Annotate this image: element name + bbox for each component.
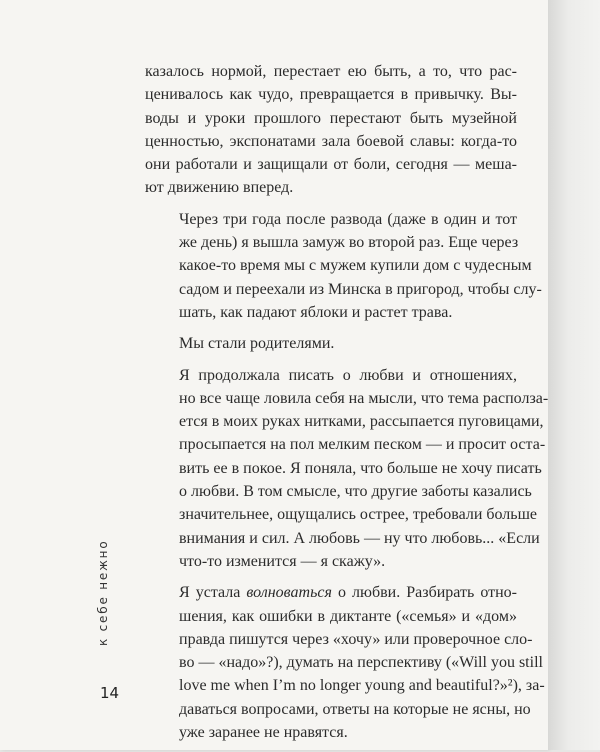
body-text (145, 60, 549, 752)
text-line: во — «надо»?), думать на перспективу («Will you still (179, 654, 543, 672)
emphasis: волноваться (246, 584, 332, 602)
paragraph (145, 60, 517, 200)
text-line: Я устала волноваться о любви. Разбирать отно- (179, 584, 517, 602)
text-line: ценностью, экспонатами зала боевой славы: когда-то (145, 132, 517, 150)
text-line: правда пишутся через «хочу» или проверочное сло- (179, 630, 533, 648)
paragraph (145, 364, 549, 574)
text-line: какое-то время мы с мужем купили дом с чудесным (179, 257, 532, 275)
paragraph (145, 208, 542, 324)
text-line: ценивалось как чудо, превращается в привычку. Вы- (145, 86, 517, 104)
paragraph (145, 332, 517, 355)
text-line: они работали и защищали от боли, сегодня — меша- (145, 156, 517, 174)
text-line: Я продолжала писать о любви и отношениях, (179, 366, 517, 384)
page-number: 14 (100, 684, 120, 702)
text-line: ется в моих руках нитками, рассыпается пуговицами, (179, 413, 544, 431)
text-line: казалось нормой, перестает ею быть, а то, что рас- (145, 63, 517, 80)
text-line: о любви. В том смысле, что другие заботы казались (179, 483, 532, 501)
text-line: уже заранее не нравятся. (179, 724, 348, 742)
text-line: но все чаще ловила себя на мысли, что тема располза- (179, 389, 549, 407)
text-line: love me when I’m no longer young and beautiful?»²), за- (179, 677, 545, 695)
text-line: внимания и сил. А любовь — ну что любовь... «Если (179, 529, 540, 547)
text-line: Через три года после развода (даже в один и тот (179, 210, 517, 228)
text-line: воды и уроки прошлого перестают быть музейной (145, 109, 517, 127)
text-line: ют движению вперед. (145, 179, 294, 197)
text-line: же день) я вышла замуж во второй раз. Еще через (179, 234, 519, 252)
text-line: что-то изменится — я скажу». (179, 552, 386, 570)
text-line: вить ее в покое. Я поняла, что больше не хочу писать (179, 459, 542, 477)
paragraph (145, 581, 545, 744)
text-line: садом и переехали из Минска в пригород, чтобы слу- (179, 280, 542, 298)
text-line: значительнее, ощущались острее, требовали больше (179, 506, 538, 524)
text-line: даваться вопросами, ответы на которые не ясны, но (179, 700, 531, 718)
text-line: Мы стали родителями. (179, 335, 335, 353)
page-gutter-edge (548, 0, 600, 750)
running-head: к себе нежно (96, 539, 110, 646)
text-line: шения, как ошибки в диктанте («семья» и «дом» (179, 607, 517, 625)
text-line: просыпается на пол мелким песком — и просит оста- (179, 436, 546, 454)
text-line: шать, как падают яблоки и растет трава. (179, 303, 453, 321)
